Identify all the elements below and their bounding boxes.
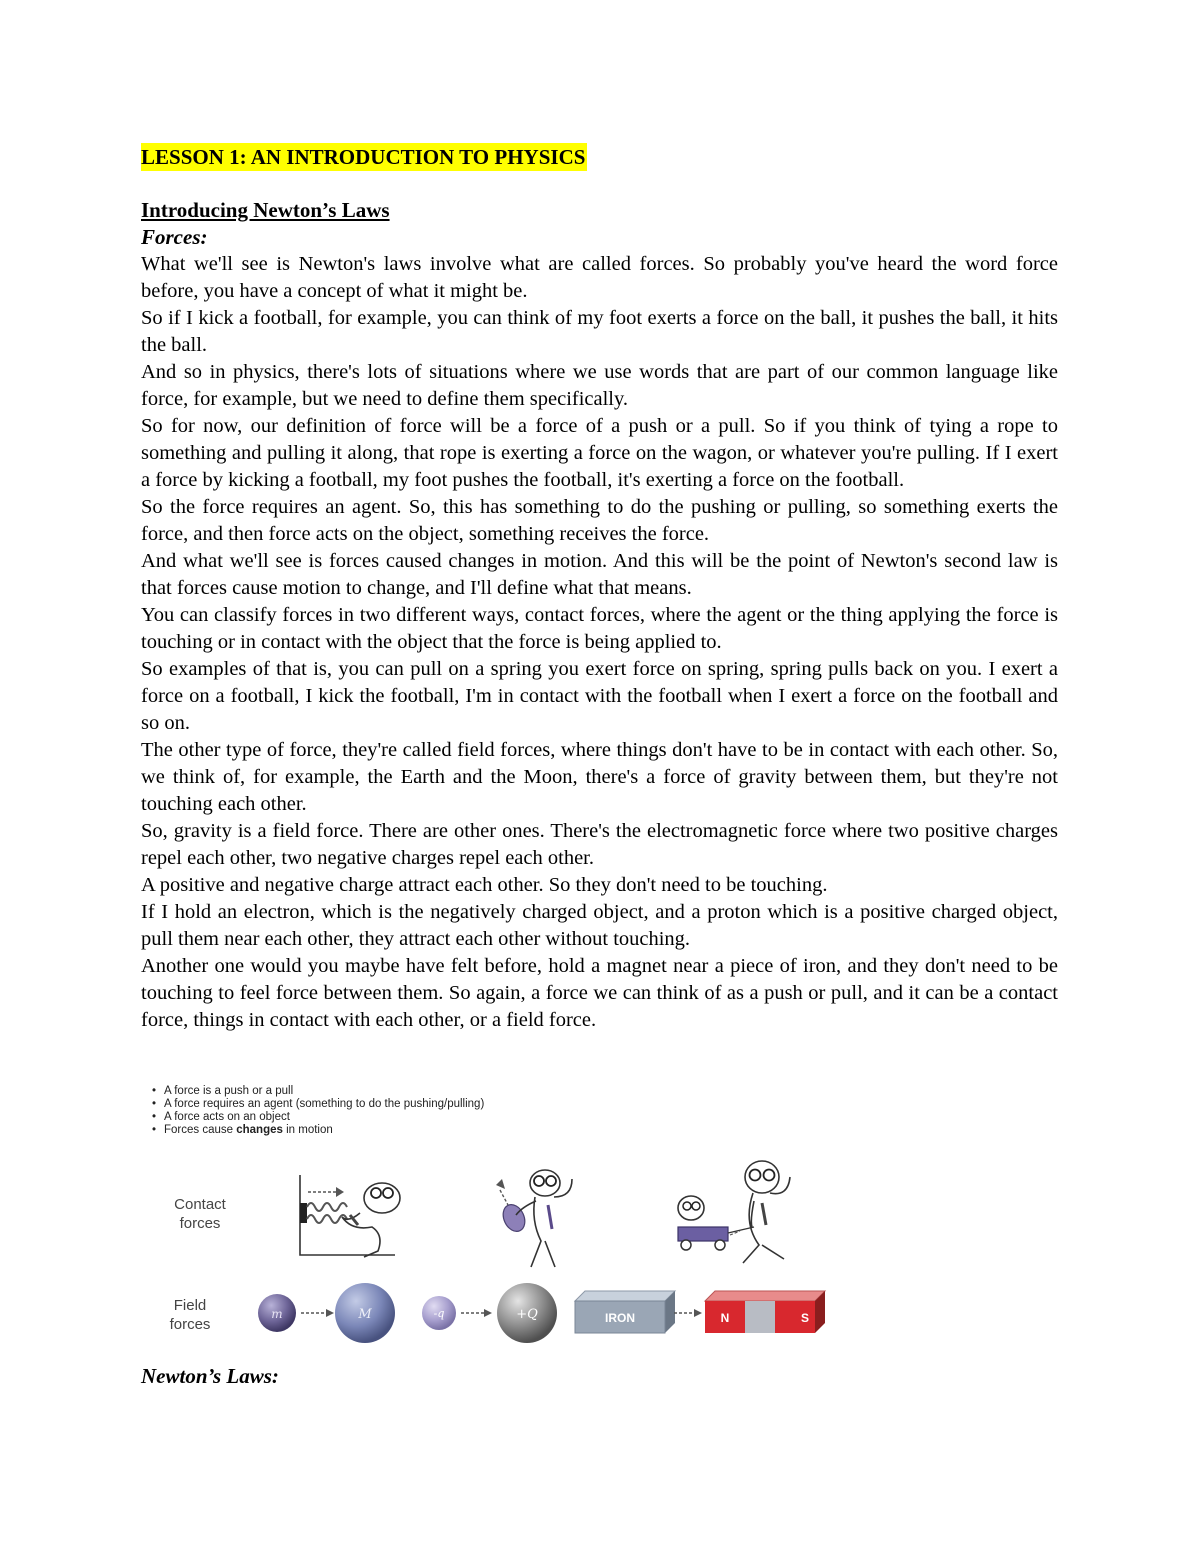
large-mass-label: M — [358, 1307, 372, 1322]
contact-label-line-2: forces — [179, 1215, 221, 1232]
figure-bullet: • A force is a push or a pull — [164, 1085, 484, 1098]
spring-scene — [300, 1175, 400, 1257]
bullet-text-prefix: Forces cause — [164, 1124, 237, 1136]
bullet-text-bold: changes — [236, 1124, 283, 1136]
paragraph: And what we'll see is forces caused changes in motion. And this will be the point of Newton's second law is that forces cause motion to change, and I'll define what that means. — [141, 550, 1058, 599]
football-scene — [496, 1170, 572, 1267]
iron-label: IRON — [605, 1311, 635, 1325]
magnet-north-label: N — [720, 1311, 730, 1325]
paragraph: You can classify forces in two different ways, contact forces, where the agent or the thing applying the force is touching or in contact with the object that the force is being applied to. — [141, 604, 1058, 653]
paragraph: So for now, our definition of force will be a force of a push or a pull. So if you think of tying a rope to something and pulling it along, that rope is exerting a force on the wagon, or whatever you're pulling. If I exert a force by kicking a football, my foot pushes the football, it's exerting a force on the football. — [141, 415, 1058, 491]
figure-illustrations — [150, 1085, 830, 1345]
figure-bullet: • A force acts on an object — [164, 1111, 484, 1124]
forces-subheading: Forces: — [141, 225, 208, 249]
figure-bullet: • A force requires an agent (something to do the pushing/pulling) — [164, 1098, 484, 1111]
paragraph: So the force requires an agent. So, this has something to do the pushing or pulling, so something exerts the force, and then force acts on the object, something receives the force. — [141, 496, 1058, 545]
paragraph: So if I kick a football, for example, you can think of my foot exerts a force on the ball, it pushes the ball, it hits the ball. — [141, 307, 1058, 356]
paragraph: A positive and negative charge attract each other. So they don't need to be touching. — [141, 874, 828, 896]
section-heading: Introducing Newton’s Laws — [141, 198, 390, 222]
paragraph: So examples of that is, you can pull on a spring you exert force on spring, spring pulls back on you. I exert a force on a football, I kick the football, I'm in contact with the football when I exert a force on the football and so on. — [141, 658, 1058, 734]
paragraph: Another one would you maybe have felt before, hold a magnet near a piece of iron, and they don't need to be touching to feel force between them. So again, a force we can think of as a push or pull, and it can be a contact force, things in contact with each other, or a field force. — [141, 955, 1058, 1031]
contact-label-line-1: Contact — [174, 1196, 226, 1213]
forces-figure — [150, 1085, 830, 1345]
field-forces-row — [258, 1283, 825, 1343]
wagon-scene — [678, 1161, 790, 1263]
paragraph: So, gravity is a field force. There are other ones. There's the electromagnetic force where two positive charges repel each other, two negative charges repel each other. — [141, 820, 1058, 869]
paragraph: And so in physics, there's lots of situations where we use words that are part of our common language like force, for example, but we need to define them specifically. — [141, 361, 1058, 410]
paragraph: If I hold an electron, which is the negatively charged object, and a proton which is a positive charged object, pull them near each other, they attract each other without touching. — [141, 901, 1058, 950]
small-mass-label: m — [271, 1307, 283, 1321]
field-label-line-1: Field — [173, 1297, 207, 1314]
body-text — [141, 251, 1058, 1034]
paragraph: The other type of force, they're called field forces, where things don't have to be in contact with each other. So, we think of, for example, the Earth and the Moon, there's a force of gravity between them, but they're not touching each other. — [141, 739, 1058, 815]
field-label-line-2: forces — [169, 1316, 211, 1333]
large-charge-label: +Q — [516, 1307, 538, 1322]
small-charge-label: -q — [433, 1307, 445, 1320]
newtons-laws-heading: Newton’s Laws: — [141, 1364, 279, 1388]
paragraph: What we'll see is Newton's laws involve what are called forces. So probably you've heard the word force before, you have a concept of what it might be. — [141, 253, 1058, 302]
magnet-south-label: S — [800, 1311, 810, 1325]
bullet-text-suffix: in motion — [282, 1124, 333, 1136]
lesson-title: LESSON 1: AN INTRODUCTION TO PHYSICS — [141, 145, 586, 169]
